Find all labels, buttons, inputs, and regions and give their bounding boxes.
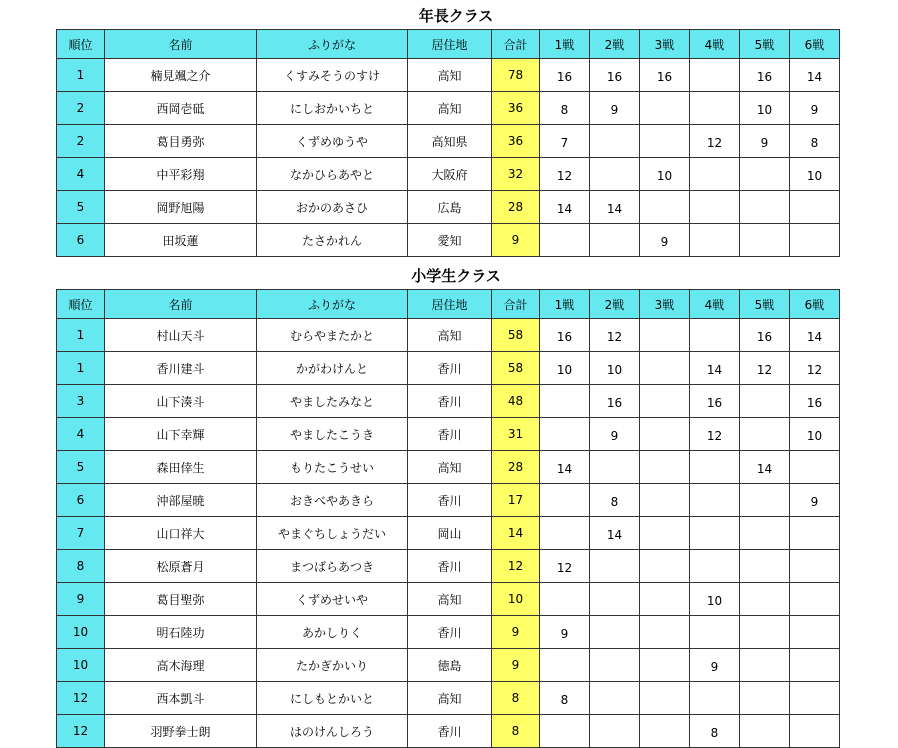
match-6-cell [790,616,840,649]
section-title-elementary: 小学生クラス [411,267,501,285]
match-3-cell [640,385,690,418]
match-4-cell: 9 [690,649,740,682]
name-cell: 羽野拳士朗 [105,715,257,748]
rank-cell: 1 [57,319,105,352]
match-3-cell [640,92,690,125]
match-3-cell [640,451,690,484]
match-1-cell [540,649,590,682]
kana-cell: あかしりく [257,616,408,649]
kana-cell: やましたこうき [257,418,408,451]
match-6-cell [790,682,840,715]
residence-cell: 岡山 [408,517,492,550]
match-1-cell [540,418,590,451]
table-row [57,715,840,748]
kana-cell: かがわけんと [257,352,408,385]
total-cell: 36 [492,125,540,158]
header-match-4: 4戦 [690,30,740,59]
match-3-cell: 10 [640,158,690,191]
kana-cell: やまぐちしょうだい [257,517,408,550]
kana-cell: はのけんしろう [257,715,408,748]
name-cell: 高木海理 [105,649,257,682]
header-name: 名前 [105,290,257,319]
match-3-cell [640,715,690,748]
match-4-cell [690,451,740,484]
table-row [57,125,840,158]
match-1-cell: 9 [540,616,590,649]
residence-cell: 香川 [408,352,492,385]
section-title-kindergarten: 年長クラス [418,7,494,25]
kana-cell: にしもとかいと [257,682,408,715]
residence-cell: 高知 [408,451,492,484]
match-1-cell [540,484,590,517]
table-row [57,583,840,616]
match-6-cell: 8 [790,125,840,158]
header-row [57,290,840,319]
table-row [57,92,840,125]
match-3-cell: 16 [640,59,690,92]
residence-cell: 高知 [408,682,492,715]
rank-cell: 10 [57,616,105,649]
match-1-cell: 16 [540,59,590,92]
table-row [57,616,840,649]
table-row [57,484,840,517]
match-4-cell [690,59,740,92]
name-cell: 松原蒼月 [105,550,257,583]
match-5-cell [740,224,790,257]
match-5-cell [740,385,790,418]
match-2-cell [590,550,640,583]
total-cell: 8 [492,682,540,715]
match-4-cell [690,191,740,224]
kana-cell: くずめせいや [257,583,408,616]
total-cell: 9 [492,224,540,257]
rank-cell: 12 [57,682,105,715]
residence-cell: 高知 [408,92,492,125]
header-match-2: 2戦 [590,290,640,319]
header-rank: 順位 [57,30,105,59]
match-5-cell [740,583,790,616]
match-5-cell [740,418,790,451]
match-2-cell [590,158,640,191]
match-2-cell: 10 [590,352,640,385]
total-cell: 9 [492,616,540,649]
name-cell: 香川建斗 [105,352,257,385]
header-total: 合計 [492,30,540,59]
match-5-cell: 16 [740,59,790,92]
match-6-cell [790,583,840,616]
match-4-cell [690,616,740,649]
table-row [57,451,840,484]
header-match-5: 5戦 [740,290,790,319]
match-2-cell: 14 [590,191,640,224]
header-total: 合計 [492,290,540,319]
match-5-cell: 12 [740,352,790,385]
header-match-5: 5戦 [740,30,790,59]
table-row [57,550,840,583]
match-4-cell [690,517,740,550]
kana-cell: たかぎかいり [257,649,408,682]
header-match-3: 3戦 [640,30,690,59]
kana-cell: やましたみなと [257,385,408,418]
total-cell: 31 [492,418,540,451]
match-4-cell: 16 [690,385,740,418]
match-6-cell [790,451,840,484]
match-3-cell [640,517,690,550]
match-5-cell [740,649,790,682]
match-4-cell: 10 [690,583,740,616]
table-row [57,517,840,550]
total-cell: 28 [492,451,540,484]
match-2-cell [590,224,640,257]
match-2-cell: 9 [590,418,640,451]
match-4-cell [690,158,740,191]
match-4-cell [690,550,740,583]
rank-cell: 10 [57,649,105,682]
match-4-cell [690,682,740,715]
rank-cell: 1 [57,59,105,92]
match-1-cell: 12 [540,550,590,583]
rank-cell: 6 [57,224,105,257]
kana-cell: おかのあさひ [257,191,408,224]
match-2-cell: 9 [590,92,640,125]
total-cell: 14 [492,517,540,550]
match-1-cell [540,517,590,550]
rank-cell: 7 [57,517,105,550]
name-cell: 村山天斗 [105,319,257,352]
residence-cell: 愛知 [408,224,492,257]
match-1-cell [540,385,590,418]
match-5-cell: 10 [740,92,790,125]
table-row [57,224,840,257]
match-5-cell [740,158,790,191]
residence-cell: 香川 [408,616,492,649]
table-row [57,385,840,418]
header-kana: ふりがな [257,30,408,59]
residence-cell: 高知 [408,319,492,352]
match-6-cell [790,550,840,583]
match-5-cell [740,550,790,583]
match-1-cell: 10 [540,352,590,385]
match-4-cell [690,224,740,257]
match-3-cell [640,125,690,158]
header-match-1: 1戦 [540,30,590,59]
residence-cell: 徳島 [408,649,492,682]
total-cell: 32 [492,158,540,191]
rank-cell: 1 [57,352,105,385]
match-4-cell [690,319,740,352]
match-1-cell: 12 [540,158,590,191]
match-3-cell [640,418,690,451]
match-2-cell: 16 [590,59,640,92]
header-match-4: 4戦 [690,290,740,319]
match-3-cell [640,550,690,583]
rank-cell: 12 [57,715,105,748]
rank-cell: 4 [57,418,105,451]
kana-cell: もりたこうせい [257,451,408,484]
name-cell: 田坂蓮 [105,224,257,257]
kana-cell: なかひらあやと [257,158,408,191]
name-cell: 山口祥大 [105,517,257,550]
residence-cell: 高知 [408,59,492,92]
match-4-cell [690,484,740,517]
total-cell: 58 [492,352,540,385]
name-cell: 岡野旭陽 [105,191,257,224]
match-5-cell [740,191,790,224]
table-row [57,59,840,92]
table-row [57,191,840,224]
rank-cell: 5 [57,451,105,484]
match-1-cell [540,583,590,616]
total-cell: 58 [492,319,540,352]
match-6-cell: 10 [790,158,840,191]
match-5-cell: 16 [740,319,790,352]
ranking-table-kindergarten [56,29,840,257]
match-2-cell: 8 [590,484,640,517]
match-4-cell: 8 [690,715,740,748]
name-cell: 葛目聖弥 [105,583,257,616]
rank-cell: 2 [57,125,105,158]
match-2-cell [590,125,640,158]
name-cell: 森田倖生 [105,451,257,484]
match-6-cell [790,517,840,550]
table-row [57,319,840,352]
header-match-6: 6戦 [790,290,840,319]
residence-cell: 香川 [408,715,492,748]
match-5-cell [740,616,790,649]
match-6-cell: 9 [790,484,840,517]
match-2-cell: 14 [590,517,640,550]
match-2-cell [590,715,640,748]
match-4-cell: 12 [690,418,740,451]
match-3-cell [640,352,690,385]
header-row [57,30,840,59]
match-3-cell [640,583,690,616]
match-5-cell: 9 [740,125,790,158]
total-cell: 10 [492,583,540,616]
match-6-cell [790,649,840,682]
residence-cell: 広島 [408,191,492,224]
name-cell: 沖部屋暁 [105,484,257,517]
kana-cell: むらやまたかと [257,319,408,352]
rank-cell: 2 [57,92,105,125]
match-5-cell [740,715,790,748]
match-1-cell: 8 [540,682,590,715]
match-6-cell: 16 [790,385,840,418]
table-row [57,649,840,682]
total-cell: 17 [492,484,540,517]
header-match-6: 6戦 [790,30,840,59]
residence-cell: 大阪府 [408,158,492,191]
name-cell: 山下幸輝 [105,418,257,451]
residence-cell: 香川 [408,550,492,583]
match-1-cell: 14 [540,451,590,484]
match-3-cell [640,484,690,517]
residence-cell: 高知 [408,583,492,616]
match-4-cell: 14 [690,352,740,385]
header-residence: 居住地 [408,30,492,59]
residence-cell: 香川 [408,385,492,418]
total-cell: 36 [492,92,540,125]
match-3-cell [640,616,690,649]
name-cell: 中平彩翔 [105,158,257,191]
rank-cell: 3 [57,385,105,418]
header-match-3: 3戦 [640,290,690,319]
table-row [57,418,840,451]
header-match-1: 1戦 [540,290,590,319]
total-cell: 28 [492,191,540,224]
name-cell: 葛目勇弥 [105,125,257,158]
total-cell: 78 [492,59,540,92]
match-2-cell [590,649,640,682]
match-2-cell [590,451,640,484]
rank-cell: 6 [57,484,105,517]
name-cell: 西本凱斗 [105,682,257,715]
header-rank: 順位 [57,290,105,319]
total-cell: 8 [492,715,540,748]
kana-cell: くすみそうのすけ [257,59,408,92]
rank-cell: 4 [57,158,105,191]
match-6-cell: 14 [790,59,840,92]
match-3-cell: 9 [640,224,690,257]
name-cell: 楠見颯之介 [105,59,257,92]
residence-cell: 高知県 [408,125,492,158]
match-5-cell: 14 [740,451,790,484]
total-cell: 12 [492,550,540,583]
name-cell: 明石陸功 [105,616,257,649]
match-4-cell [690,92,740,125]
ranking-table-elementary [56,289,840,748]
match-1-cell: 7 [540,125,590,158]
match-1-cell [540,224,590,257]
table-row [57,682,840,715]
match-3-cell [640,191,690,224]
match-3-cell [640,649,690,682]
rank-cell: 8 [57,550,105,583]
match-1-cell: 16 [540,319,590,352]
match-2-cell: 12 [590,319,640,352]
total-cell: 48 [492,385,540,418]
table-row [57,352,840,385]
match-1-cell: 8 [540,92,590,125]
header-residence: 居住地 [408,290,492,319]
kana-cell: くずめゆうや [257,125,408,158]
match-1-cell [540,715,590,748]
match-6-cell: 14 [790,319,840,352]
kana-cell: おきべやあきら [257,484,408,517]
match-6-cell [790,191,840,224]
match-6-cell [790,224,840,257]
match-5-cell [740,517,790,550]
match-2-cell [590,682,640,715]
match-6-cell: 12 [790,352,840,385]
match-6-cell: 9 [790,92,840,125]
match-6-cell [790,715,840,748]
rank-cell: 5 [57,191,105,224]
residence-cell: 香川 [408,418,492,451]
name-cell: 西岡壱砥 [105,92,257,125]
header-name: 名前 [105,30,257,59]
match-1-cell: 14 [540,191,590,224]
match-2-cell [590,583,640,616]
match-2-cell [590,616,640,649]
kana-cell: まつばらあつき [257,550,408,583]
match-2-cell: 16 [590,385,640,418]
residence-cell: 香川 [408,484,492,517]
match-3-cell [640,319,690,352]
match-4-cell: 12 [690,125,740,158]
match-6-cell: 10 [790,418,840,451]
match-3-cell [640,682,690,715]
rank-cell: 9 [57,583,105,616]
match-5-cell [740,682,790,715]
total-cell: 9 [492,649,540,682]
kana-cell: にしおかいちと [257,92,408,125]
table-row [57,158,840,191]
match-5-cell [740,484,790,517]
name-cell: 山下湊斗 [105,385,257,418]
kana-cell: たさかれん [257,224,408,257]
header-kana: ふりがな [257,290,408,319]
header-match-2: 2戦 [590,30,640,59]
